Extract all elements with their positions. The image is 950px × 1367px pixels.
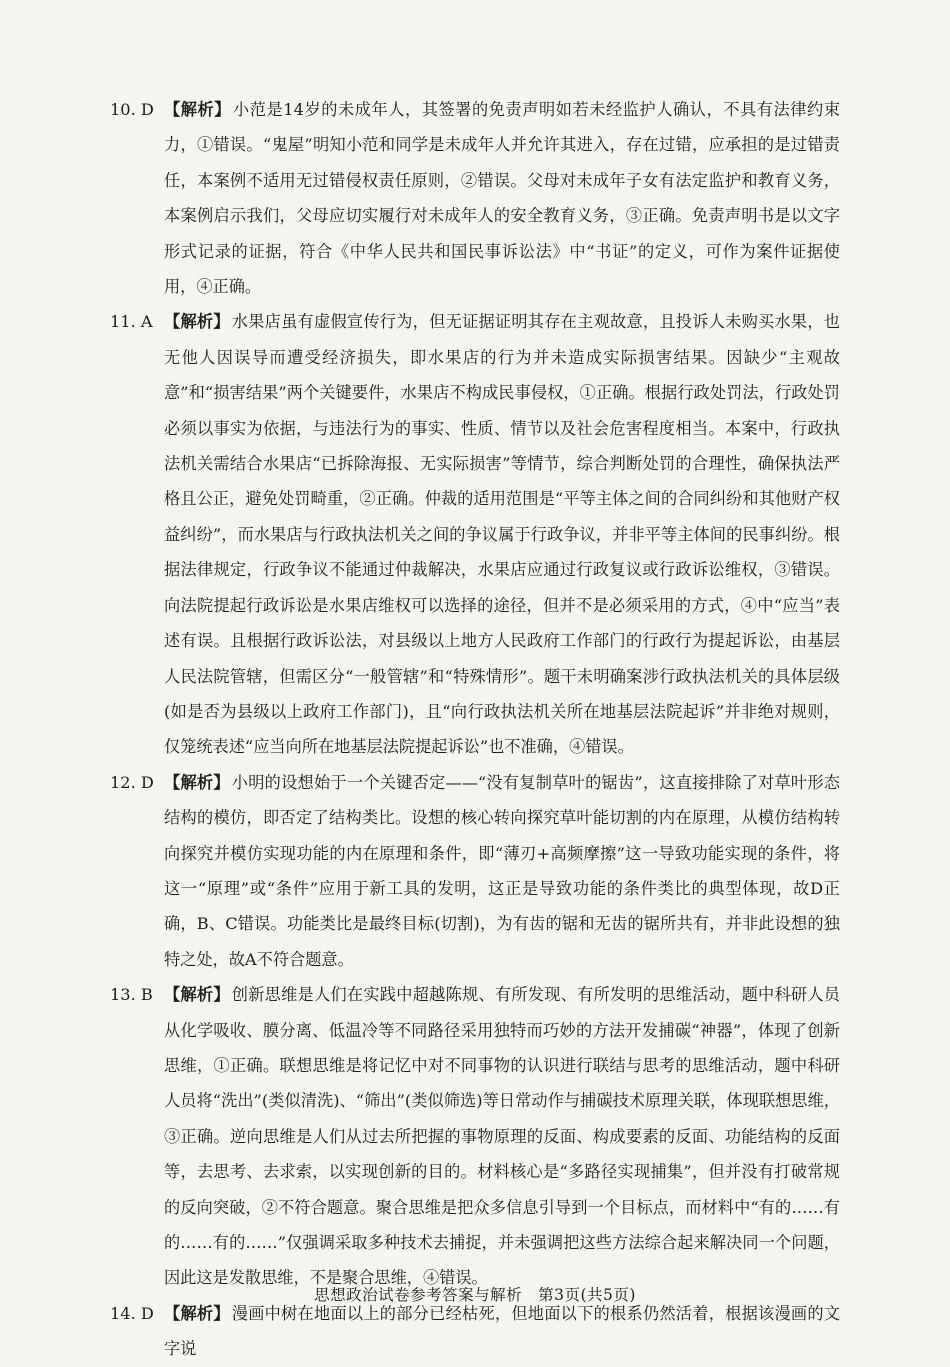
answer-entry-12 <box>110 765 840 977</box>
answer-body <box>164 304 840 764</box>
analysis-tag: 【解析】 <box>164 985 230 1005</box>
answer-entry-14 <box>110 1296 840 1367</box>
analysis-text: 小范是14岁的未成年人，其签署的免责声明如若未经监护人确认，不具有法律约束力，①错误。“鬼屋”明知小范和同学是未成年人并允许其进入，存在过错，应承担的是过错责任，本案例不适用无过错侵权责任原则，②错误。父母对未成年子女有法定监护和教育义务，本案例启示我们，父母应切实履行对未成年人的安全教育义务，③正确。免责声明书是以文字形式记录的证据，符合《中华人民共和国民事诉讼法》中“书证”的定义，可作为案件证据使用，④正确。 <box>164 100 840 297</box>
answer-entry-10 <box>110 92 840 304</box>
question-number: 14. D <box>110 1303 154 1323</box>
analysis-text: 创新思维是人们在实践中超越陈规、有所发现、有所发明的思维活动，题中科研人员从化学吸收、膜分离、低温冷等不同路径采用独特而巧妙的方法开发捕碳“神器”，体现了创新思维，①正确。联想思维是将记忆中对不同事物的认识进行联结与思考的思维活动，题中科研人员将“洗出”(类似清洗)、“筛出”(类似筛选)等日常动作与捕碳技术原理关联，体现联想思维，③正确。逆向思维是人们从过去所把握的事物原理的反面、构成要素的反面、功能结构的反面等，去思考、去求索，以实现创新的目的。材料核心是“多路径实现捕集”，但并没有打破常规的反向突破，②不符合题意。聚合思维是把众多信息引导到一个目标点，而材料中“有的……有的……有的……”仅强调采取多种技术去捕捉，并未强调把这些方法综合起来解决同一个问题，因此这是发散思维，不是聚合思维，④错误。 <box>164 985 840 1288</box>
answer-entry-11 <box>110 304 840 764</box>
answer-body <box>164 977 840 1296</box>
answer-body <box>164 1296 840 1367</box>
analysis-text: 漫画中树在地面以上的部分已经枯死，但地面以下的根系仍然活着，根据该漫画的文字说 <box>164 1303 840 1359</box>
analysis-tag: 【解析】 <box>164 312 230 332</box>
analysis-text: 小明的设想始于一个关键否定——“没有复制草叶的锯齿”，这直接排除了对草叶形态结构的模仿，即否定了结构类比。设想的核心转向探究草叶能切割的内在原理，从模仿结构转向探究并模仿实现功能的内在原理和条件，即“薄刃+高频摩擦”这一导致功能实现的条件，将这一“原理”或“条件”应用于新工具的发明，这正是导致功能的条件类比的典型体现，故D正确，B、C错误。功能类比是最终目标(切割)，为有齿的锯和无齿的锯所共有，并非此设想的独特之处，故A不符合题意。 <box>164 772 840 969</box>
analysis-tag: 【解析】 <box>164 1303 230 1323</box>
analysis-text: 水果店虽有虚假宣传行为，但无证据证明其存在主观故意，且投诉人未购买水果，也无他人因误导而遭受经济损失，即水果店的行为并未造成实际损害结果。因缺少“主观故意”和“损害结果”两个关键要件，水果店不构成民事侵权，①正确。根据行政处罚法，行政处罚必须以事实为依据，与违法行为的事实、性质、情节以及社会危害程度相当。本案中，行政执法机关需结合水果店“已拆除海报、无实际损害”等情节，综合判断处罚的合理性，确保执法严格且公正，避免处罚畸重，②正确。仲裁的适用范围是“平等主体之间的合同纠纷和其他财产权益纠纷”，而水果店与行政执法机关之间的争议属于行政争议，并非平等主体间的民事纠纷。根据法律规定，行政争议不能通过仲裁解决，水果店应通过行政复议或行政诉讼维权，③错误。向法院提起行政诉讼是水果店维权可以选择的途径，但并不是必须采用的方式，④中“应当”表述有误。且根据行政诉讼法，对县级以上地方人民政府工作部门的行政行为提起诉讼，由基层人民法院管辖，但需区分“一般管辖”和“特殊情形”。题干未明确案涉行政执法机关的具体层级(如是否为县级以上政府工作部门)，且“向行政执法机关所在地基层法院起诉”并非绝对规则，仅笼统表述“应当向所在地基层法院提起诉讼”也不准确，④错误。 <box>164 312 840 757</box>
analysis-tag: 【解析】 <box>164 772 230 792</box>
answer-entry-13 <box>110 977 840 1296</box>
question-number: 10. D <box>110 100 154 119</box>
answer-body <box>164 765 840 977</box>
question-number: 11. A <box>110 312 153 332</box>
analysis-tag: 【解析】 <box>164 100 232 119</box>
question-number: 12. D <box>110 772 154 792</box>
question-number: 13. B <box>110 985 153 1005</box>
page-footer: 思想政治试卷参考答案与解析 第3页(共5页) <box>314 1286 636 1304</box>
answer-body <box>164 92 840 304</box>
